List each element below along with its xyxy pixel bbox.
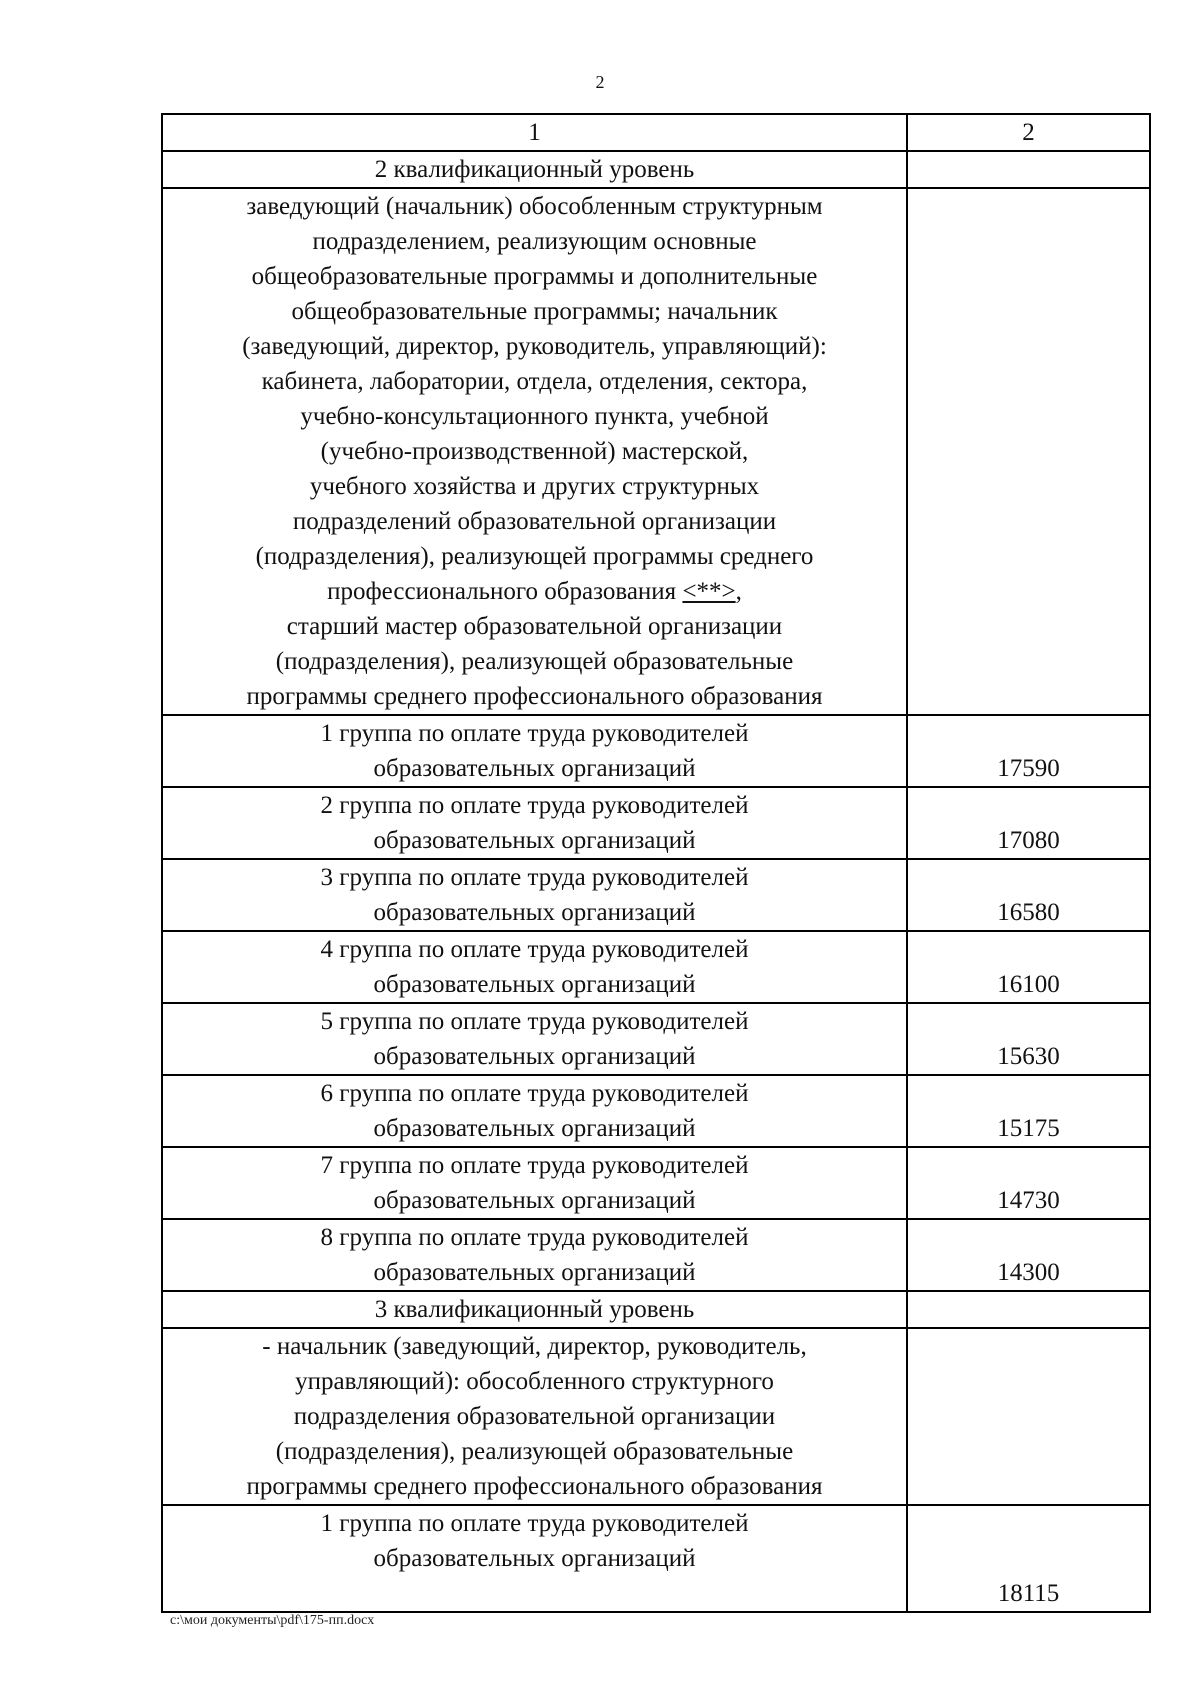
description-text: , bbox=[735, 578, 742, 605]
salary-value: 14730 bbox=[907, 1147, 1150, 1219]
group-label-line: образовательных организаций bbox=[373, 827, 696, 854]
group-label bbox=[162, 859, 907, 931]
group-label-line: образовательных организаций bbox=[373, 1187, 696, 1214]
group-row bbox=[162, 1075, 1150, 1147]
description-line: учебного хозяйства и других структурных bbox=[309, 473, 760, 500]
group-label-line: образовательных организаций bbox=[373, 1043, 696, 1070]
salary-table bbox=[161, 113, 1151, 1613]
empty-cell bbox=[907, 151, 1150, 188]
description-line: (заведующий, директор, руководитель, управляющий): bbox=[242, 333, 827, 360]
group-label-line: 7 группа по оплате труда руководителей bbox=[320, 1152, 749, 1179]
group-label-line: 8 группа по оплате труда руководителей bbox=[320, 1224, 749, 1251]
level3-description bbox=[162, 1328, 907, 1505]
group-row bbox=[162, 787, 1150, 859]
empty-cell bbox=[907, 1291, 1150, 1328]
empty-cell bbox=[907, 1328, 1150, 1505]
group-label-line: 1 группа по оплате труда руководителей bbox=[320, 720, 749, 747]
column-header-1: 1 bbox=[162, 114, 907, 151]
group-row bbox=[162, 1147, 1150, 1219]
group-label-line: 1 группа по оплате труда руководителей bbox=[320, 1510, 749, 1537]
description-text: профессионального образования bbox=[327, 578, 683, 605]
group-label bbox=[162, 715, 907, 787]
level-description-row bbox=[162, 188, 1150, 715]
group-label-line: 6 группа по оплате труда руководителей bbox=[320, 1080, 749, 1107]
description-line: программы среднего профессионального образования bbox=[246, 1473, 823, 1500]
group-row bbox=[162, 1003, 1150, 1075]
group-label bbox=[162, 1003, 907, 1075]
description-line: программы среднего профессионального образования bbox=[246, 683, 823, 710]
group-label-line: образовательных организаций bbox=[373, 755, 696, 782]
description-line: общеобразовательные программы и дополнительные bbox=[251, 263, 818, 290]
group-label-line: образовательных организаций bbox=[373, 971, 696, 998]
level2-title: 2 квалификационный уровень bbox=[162, 151, 907, 188]
level-description-row bbox=[162, 1328, 1150, 1505]
description-line bbox=[169, 574, 900, 609]
group-label bbox=[162, 1505, 907, 1612]
group-label bbox=[162, 931, 907, 1003]
level-title-row bbox=[162, 151, 1150, 188]
group-label-line: образовательных организаций bbox=[373, 899, 696, 926]
group-label-line: 3 группа по оплате труда руководителей bbox=[320, 864, 749, 891]
group-label bbox=[162, 787, 907, 859]
page-number: 2 bbox=[595, 72, 605, 92]
description-line: (подразделения), реализующей образовательные bbox=[275, 1438, 794, 1465]
group-label-line: образовательных организаций bbox=[373, 1545, 696, 1572]
group-label-line: образовательных организаций bbox=[373, 1259, 696, 1286]
salary-value: 17080 bbox=[907, 787, 1150, 859]
salary-value: 15175 bbox=[907, 1075, 1150, 1147]
footer-file-path: c:\мои документы\pdf\175-пп.docx bbox=[170, 1613, 375, 1628]
description-line: управляющий): обособленного структурного bbox=[295, 1368, 774, 1395]
salary-value: 18115 bbox=[907, 1505, 1150, 1612]
description-line: (подразделения), реализующей образовательные bbox=[275, 648, 794, 675]
level-title-row bbox=[162, 1291, 1150, 1328]
description-line: заведующий (начальник) обособленным структурным bbox=[246, 193, 823, 220]
group-label bbox=[162, 1219, 907, 1291]
empty-cell bbox=[907, 188, 1150, 715]
group-row bbox=[162, 931, 1150, 1003]
level2-description bbox=[162, 188, 907, 715]
description-line: общеобразовательные программы; начальник bbox=[291, 298, 778, 325]
salary-value: 14300 bbox=[907, 1219, 1150, 1291]
group-label-line: 4 группа по оплате труда руководителей bbox=[320, 936, 749, 963]
group-label bbox=[162, 1147, 907, 1219]
description-line: (учебно-производственной) мастерской, bbox=[320, 438, 749, 465]
description-line: подразделений образовательной организации bbox=[292, 508, 777, 535]
description-line: учебно-консультационного пункта, учебной bbox=[300, 403, 769, 430]
description-line: подразделения образовательной организации bbox=[293, 1403, 776, 1430]
description-line: - начальник (заведующий, директор, руководитель, bbox=[262, 1333, 807, 1360]
group-label bbox=[162, 1075, 907, 1147]
footnote-link[interactable]: <**> bbox=[682, 578, 736, 605]
description-line: старший мастер образовательной организации bbox=[286, 613, 783, 640]
table-header-row bbox=[162, 114, 1150, 151]
group-row bbox=[162, 1219, 1150, 1291]
column-header-2: 2 bbox=[907, 114, 1150, 151]
description-line: (подразделения), реализующей программы среднего bbox=[255, 543, 814, 570]
group-label-line: образовательных организаций bbox=[373, 1115, 696, 1142]
description-line: подразделением, реализующим основные bbox=[312, 228, 757, 255]
group-row bbox=[162, 1505, 1150, 1612]
salary-value: 17590 bbox=[907, 715, 1150, 787]
description-line: кабинета, лаборатории, отдела, отделения, сектора, bbox=[261, 368, 808, 395]
salary-value: 16100 bbox=[907, 931, 1150, 1003]
group-row bbox=[162, 715, 1150, 787]
group-label-line: 2 группа по оплате труда руководителей bbox=[320, 792, 749, 819]
level-title: 3 квалификационный уровень bbox=[162, 1291, 907, 1328]
salary-value: 15630 bbox=[907, 1003, 1150, 1075]
salary-value: 16580 bbox=[907, 859, 1150, 931]
group-label-line: 5 группа по оплате труда руководителей bbox=[320, 1008, 749, 1035]
group-row bbox=[162, 859, 1150, 931]
